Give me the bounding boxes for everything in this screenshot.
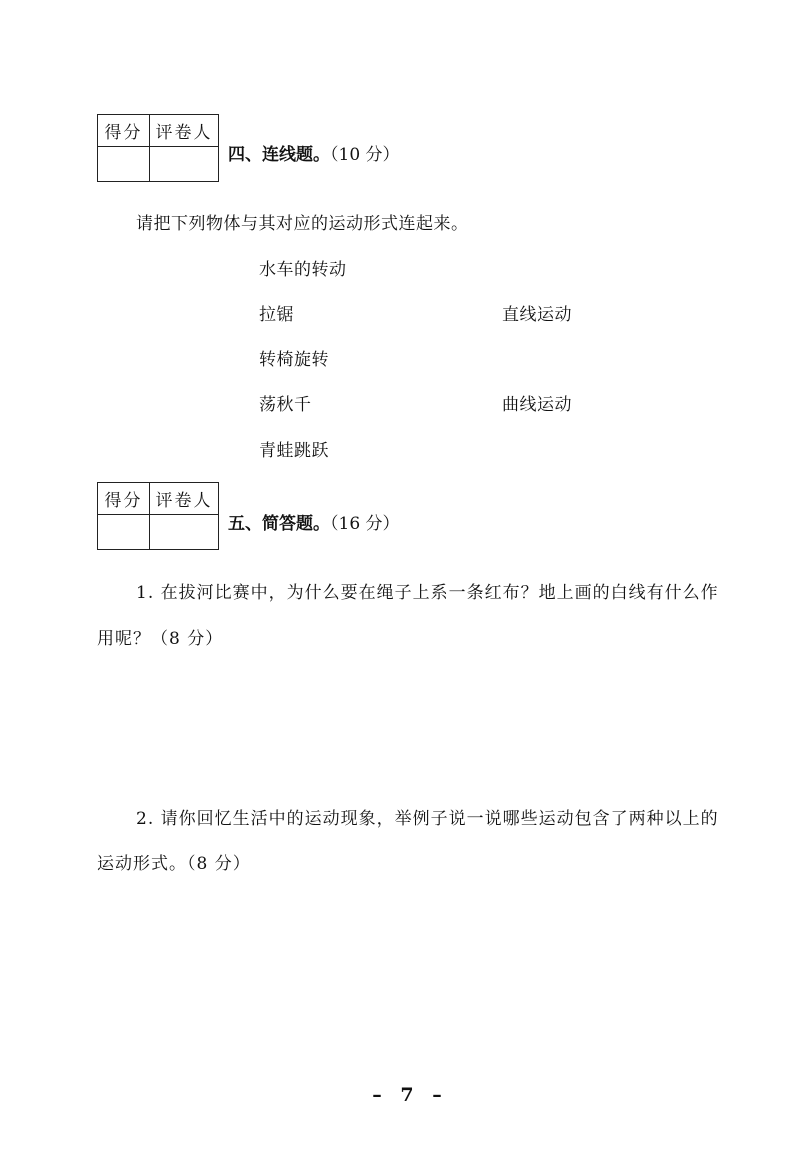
- grader-entry-cell: [150, 515, 219, 550]
- question2-line1: 2. 请你回忆生活中的运动现象，举例子说一说哪些运动包含了两种以上的: [136, 809, 719, 829]
- question2-line2: 运动形式。（8 分）: [97, 854, 251, 874]
- grader-header-label: 评卷人: [150, 115, 219, 147]
- object-item: 青蛙跳跃: [259, 441, 329, 461]
- section5-heading: [228, 509, 400, 534]
- section5-points: （16 分）: [330, 514, 400, 534]
- page-number: – 7 –: [372, 1084, 448, 1106]
- section5-title: 五、简答题。: [228, 514, 330, 534]
- section4-heading: [228, 140, 400, 165]
- question1-line1: 1. 在拔河比赛中，为什么要在绳子上系一条红布？地上画的白线有什么作: [136, 583, 719, 603]
- section4-instruction: 请把下列物体与其对应的运动形式连起来。: [136, 214, 469, 234]
- score-table-section5: [97, 482, 219, 550]
- object-item: 转椅旋转: [259, 350, 329, 370]
- score-table-section4: [97, 114, 219, 182]
- motion-item: 曲线运动: [502, 395, 572, 415]
- score-header-label: 得分: [98, 483, 150, 515]
- object-item: 水车的转动: [259, 260, 347, 280]
- section4-points: （10 分）: [330, 145, 400, 165]
- section4-title: 四、连线题。: [228, 145, 330, 165]
- grader-header-label: 评卷人: [150, 483, 219, 515]
- grader-entry-cell: [150, 147, 219, 182]
- motion-item: 直线运动: [502, 305, 572, 325]
- score-entry-cell: [98, 147, 150, 182]
- score-header-label: 得分: [98, 115, 150, 147]
- question1-line2: 用呢？（8 分）: [97, 629, 224, 649]
- object-item: 荡秋千: [259, 395, 312, 415]
- score-entry-cell: [98, 515, 150, 550]
- object-item: 拉锯: [259, 305, 294, 325]
